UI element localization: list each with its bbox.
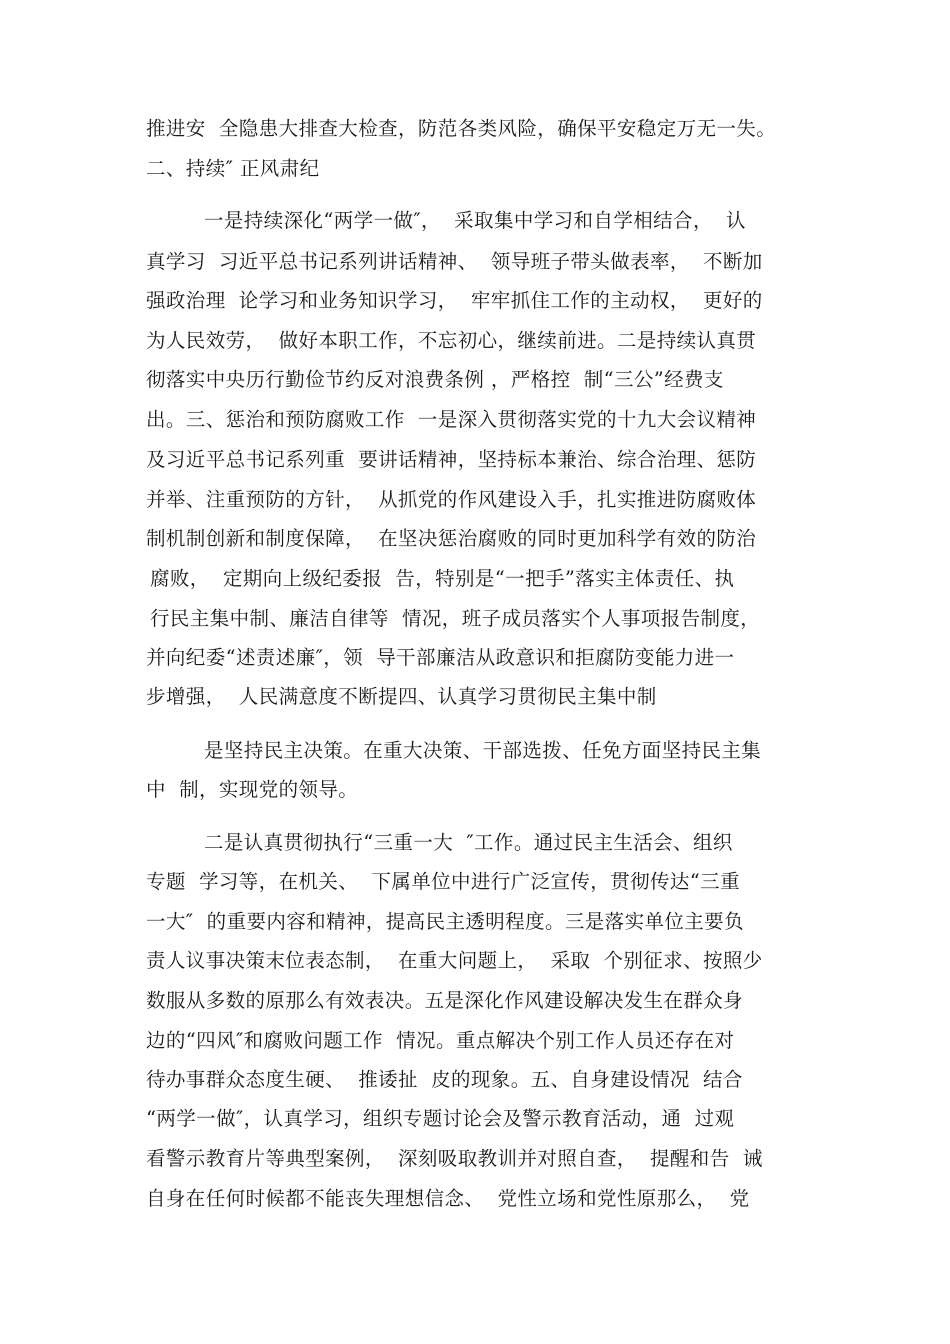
paragraph-line: 彻落实中央历行勤俭节约反对浪费条例 ，严格控 制“三公”经费支: [146, 368, 724, 391]
paragraph-line: 边的“四风″和腐败问题工作 情况。重点解决个别工作人员还存在对: [146, 1029, 735, 1052]
paragraph-line: 并向纪委“述责述廉″，领 导干部廉洁从政意识和拒腐防变能力进一: [146, 646, 735, 669]
paragraph-line: 为人民效劳， 做好本职工作，不忘初心，继续前进。二是持续认真贯: [146, 329, 757, 352]
paragraph-line: 待办事群众态度生硬、 推诿扯 皮的现象。五、自身建设情况 结合: [146, 1068, 743, 1091]
paragraph-line: 步增强， 人民满意度不断提四、认真学习贯彻民主集中制: [146, 685, 657, 708]
text-line: 推进安 全隐患大排查大检查，防范各类风险，确保平安稳定万无一失。: [146, 117, 777, 140]
paragraph-line: 自身在任何时候都不能丧失理想信念、 党性立场和党性原那么， 党: [146, 1187, 750, 1210]
paragraph-line: 看警示教育片等典型案例， 深刻吸取教训并对照自查， 提醒和告 诫: [146, 1147, 763, 1170]
paragraph-line: 出。三、惩治和预防腐败工作 一是深入贯彻落实党的十九大会议精神: [146, 408, 757, 431]
paragraph-line: 二是认真贯彻执行“三重一大 ″工作。通过民主生活会、组织: [204, 831, 733, 854]
paragraph-line: 一大″ 的重要内容和精神，提高民主透明程度。三是落实单位主要负: [146, 910, 744, 933]
paragraph-line: 责人议事决策末位表态制， 在重大问题上， 采取 个别征求、按照少: [146, 949, 763, 972]
section-heading: 二、持续″ 正风肃纪: [146, 157, 320, 180]
paragraph-line: 中 制，实现党的领导。: [146, 778, 359, 801]
paragraph-line: 腐败， 定期向上级纪委报 告，特别是“一把手”落实主体责任、执: [150, 567, 735, 590]
paragraph-line: 及习近平总书记系列重 要讲话精神，坚持标本兼治、综合治理、惩防: [146, 448, 757, 471]
paragraph-line: 专题 学习等，在机关、 下属单位中进行广泛宣传，贯彻传达“三重: [146, 870, 740, 893]
paragraph-line: 一是持续深化“两学一做″， 采取集中学习和自学相结合， 认: [204, 209, 746, 232]
paragraph-line: 是坚持民主决策。在重大决策、干部选拨、任免方面坚持民主集: [204, 739, 762, 762]
paragraph-line: 数服从多数的原那么有效表决。五是深化作风建设解决发生在群众身: [146, 989, 744, 1012]
paragraph-line: 真学习 习近平总书记系列讲话精神、 领导班子带头做表率， 不断加: [146, 250, 763, 273]
paragraph-line: 行民主集中制、廉洁自律等 情况，班子成员落实个人事项报告制度，: [150, 607, 761, 630]
paragraph-line: 制机制创新和制度保障， 在坚决惩治腐败的同时更加科学有效的防治: [146, 527, 757, 550]
paragraph-line: 强政治理 论学习和业务知识学习， 牢牢抓住工作的主动权， 更好的: [146, 289, 763, 312]
paragraph-line: “两学一做″，认真学习，组织专题讨论会及警示教育活动，通 过观: [146, 1107, 735, 1130]
paragraph-line: 并举、注重预防的方针， 从抓党的作风建设入手，扎实推进防腐败体: [146, 488, 757, 511]
